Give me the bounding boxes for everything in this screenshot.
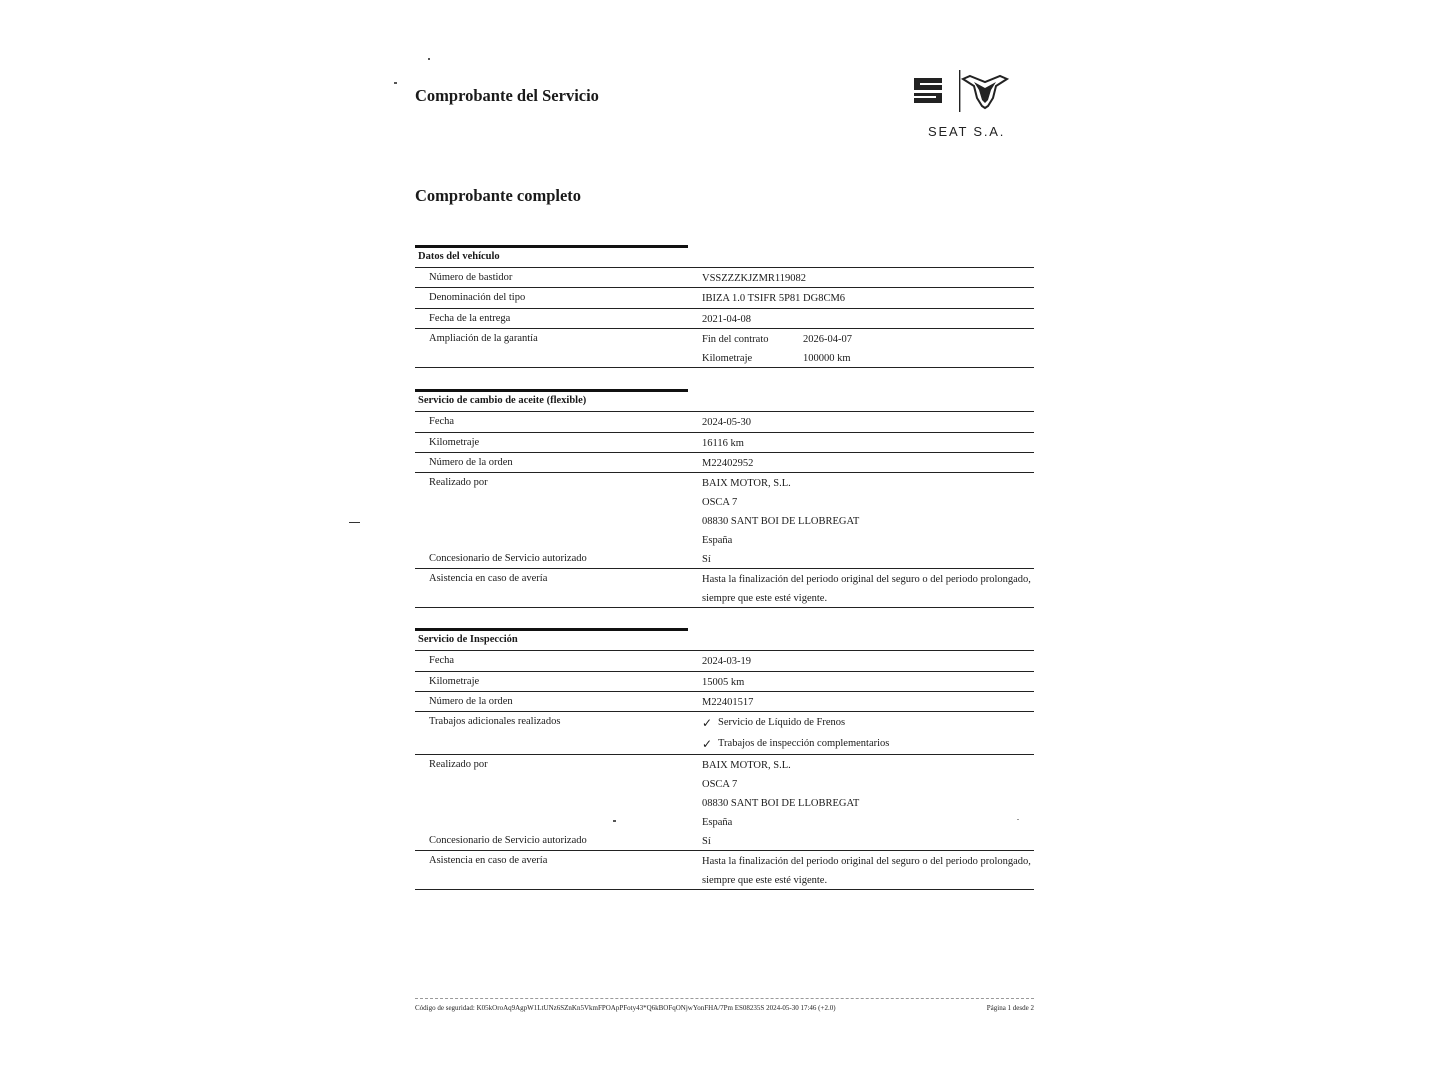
km-value: 15005 km (702, 677, 745, 688)
table-row (415, 433, 1034, 453)
table-row (415, 692, 1034, 712)
brand-name: SEAT S.A. (928, 124, 1006, 139)
vin-value: VSSZZZKJZMR119082 (702, 273, 807, 284)
logo-divider (959, 70, 960, 112)
order-label: Número de la orden (429, 457, 513, 468)
scan-mark (349, 522, 360, 523)
dealer-city: 08830 SANT BOI DE LLOBREGAT (702, 798, 860, 809)
date-label: Fecha (429, 655, 455, 666)
table-row (415, 831, 1034, 851)
page-footer (415, 998, 1034, 1012)
section-header (415, 245, 1034, 268)
table-row (415, 651, 1034, 672)
section-header (415, 628, 1034, 651)
assistance-text: Hasta la finalización del periodo original del seguro o del periodo prolongado, (702, 856, 1031, 867)
document-subtitle: Comprobante completo (415, 186, 582, 205)
order-label: Número de la orden (429, 696, 513, 707)
cupra-logo-icon (963, 76, 1007, 108)
table-row (415, 569, 1034, 608)
assistance-text: siempre que este esté vigente. (702, 875, 828, 886)
table-row (415, 549, 1034, 569)
table-row (415, 329, 1034, 368)
dealer-country: España (702, 535, 733, 546)
assistance-label: Asistencia en caso de avería (429, 573, 548, 584)
table-row (415, 288, 1034, 309)
authorized-value: Sí (702, 836, 711, 847)
contract-end-label: Fin del contrato (702, 334, 769, 345)
dealer-city: 08830 SANT BOI DE LLOBREGAT (702, 516, 860, 527)
authorized-value: Sí (702, 554, 711, 565)
warranty-km-label: Kilometraje (702, 353, 753, 364)
dealer-street: OSCA 7 (702, 779, 738, 790)
table-row (415, 672, 1034, 692)
km-label: Kilometraje (429, 437, 480, 448)
section-title: Servicio de Inspección (418, 634, 518, 645)
warranty-label: Ampliación de la garantía (429, 333, 538, 344)
assistance-label: Asistencia en caso de avería (429, 855, 548, 866)
seat-logo-icon (914, 78, 942, 103)
type-value: IBIZA 1.0 TSIFR 5P81 DG8CM6 (702, 293, 846, 304)
km-value: 16116 km (702, 438, 744, 449)
authorized-label: Concesionario de Servicio autorizado (429, 553, 587, 564)
dealer-name: BAIX MOTOR, S.L. (702, 760, 791, 771)
extra-work-item: Servicio de Líquido de Frenos (718, 717, 846, 728)
type-label: Denominación del tipo (429, 292, 526, 303)
table-row (415, 453, 1034, 473)
assistance-text: siempre que este esté vigente. (702, 593, 828, 604)
section-header (415, 389, 1034, 412)
date-value: 2024-03-19 (702, 656, 751, 667)
check-icon: ✓ (702, 737, 713, 751)
extra-work-item: Trabajos de inspección complementarios (718, 738, 890, 749)
section-title: Datos del vehículo (418, 251, 500, 262)
page-number: Página 1 desde 2 (986, 1004, 1034, 1012)
dealer-name: BAIX MOTOR, S.L. (702, 478, 791, 489)
date-value: 2024-05-30 (702, 417, 751, 428)
km-label: Kilometraje (429, 676, 480, 687)
inspection-section (415, 628, 1034, 890)
dealer-country: España (702, 817, 733, 828)
extra-work-label: Trabajos adicionales realizados (429, 716, 561, 727)
table-row (415, 309, 1034, 329)
contract-end-value: 2026-04-07 (803, 334, 852, 345)
dealer-street: OSCA 7 (702, 497, 738, 508)
scan-speck (1017, 819, 1019, 820)
scan-speck (394, 82, 397, 84)
vin-label: Número de bastidor (429, 272, 513, 283)
authorized-label: Concesionario de Servicio autorizado (429, 835, 587, 846)
scan-speck (428, 58, 430, 60)
date-label: Fecha (429, 416, 455, 427)
oil-service-section (415, 389, 1034, 608)
check-icon: ✓ (702, 716, 713, 730)
order-value: M22402952 (702, 458, 754, 469)
table-row (415, 755, 1034, 831)
warranty-km-value: 100000 km (803, 353, 851, 364)
table-row (415, 712, 1034, 755)
order-value: M22401517 (702, 697, 754, 708)
table-row (415, 473, 1034, 549)
performed-label: Realizado por (429, 477, 488, 488)
delivery-value: 2021-04-08 (702, 314, 751, 325)
scan-speck (613, 820, 616, 822)
performed-label: Realizado por (429, 759, 488, 770)
brand-logo (912, 70, 1012, 112)
table-row (415, 851, 1034, 890)
security-code: Código de seguridad: K05kOroAq9AgpW1LtUNz6SZnKn5VkmFPOApPFoty43*Q6kBOFqONjwYonFHA/7Pm ES08235S 2024-05-30 17:46 (+2.0) (415, 1004, 836, 1012)
vehicle-section (415, 245, 1034, 368)
delivery-label: Fecha de la entrega (429, 313, 511, 324)
page-title: Comprobante del Servicio (415, 86, 599, 105)
assistance-text: Hasta la finalización del periodo original del seguro o del periodo prolongado, (702, 574, 1031, 585)
table-row (415, 412, 1034, 433)
section-title: Servicio de cambio de aceite (flexible) (418, 395, 587, 406)
table-row (415, 268, 1034, 288)
